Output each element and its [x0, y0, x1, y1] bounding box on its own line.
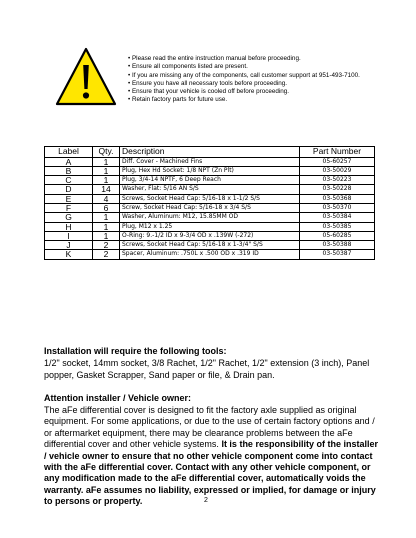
cell-description: Washer, Aluminum: M12, 15.85MM OD — [120, 213, 300, 222]
warning-item: • If you are missing any of the components, call customer support at 951-493-7100. — [128, 72, 408, 80]
cell-qty: 6 — [93, 203, 120, 212]
warning-triangle-icon — [55, 47, 117, 107]
cell-label: C — [45, 176, 93, 185]
cell-label: B — [45, 166, 93, 175]
cell-part-number: 03-50368 — [300, 194, 375, 203]
cell-label: F — [45, 203, 93, 212]
cell-label: I — [45, 231, 93, 240]
cell-qty: 1 — [93, 157, 120, 166]
cell-qty: 1 — [93, 222, 120, 231]
cell-label: A — [45, 157, 93, 166]
table-header-row — [45, 147, 375, 158]
attention-text — [44, 405, 379, 508]
cell-qty: 2 — [93, 241, 120, 250]
column-header-qty: Qty. — [93, 147, 120, 158]
attention-text-bold: It is the responsibility of the installer / vehicle owner to ensure that no other vehicle component come into contact with the aFe differential cover. Contact with any other vehicle component, or any modification made to the aFe differential cover, automatically voids the warranty. aFe assumes no liability, expressed or implied, for damage or injury to persons or property. — [44, 439, 378, 507]
parts-table — [44, 146, 375, 260]
warning-item: • Ensure that your vehicle is cooled off before proceeding. — [128, 88, 408, 96]
cell-qty: 1 — [93, 213, 120, 222]
column-header-description: Description — [120, 147, 300, 158]
page-number: 2 — [204, 497, 208, 504]
cell-part-number: 03-50384 — [300, 213, 375, 222]
cell-description: O-Ring: 9.-1/2 ID x 9-3/4 OD x .139W (-272) — [120, 231, 300, 240]
cell-description: Diff. Cover - Machined Fins — [120, 157, 300, 166]
table-row — [45, 241, 375, 250]
cell-part-number: 03-50385 — [300, 222, 375, 231]
cell-part-number: 03-50223 — [300, 176, 375, 185]
cell-description: Screws, Socket Head Cap: 5/16-18 x 1-3/4" S/S — [120, 241, 300, 250]
cell-part-number: 03-50388 — [300, 241, 375, 250]
cell-qty: 1 — [93, 176, 120, 185]
cell-description: Washer, Flat: 5/16 AN S/S — [120, 185, 300, 194]
parts-table-body — [45, 157, 375, 259]
table-row — [45, 176, 375, 185]
table-row — [45, 231, 375, 240]
cell-qty: 1 — [93, 166, 120, 175]
cell-part-number: 05-60285 — [300, 231, 375, 240]
cell-label: J — [45, 241, 93, 250]
cell-qty: 1 — [93, 231, 120, 240]
table-row — [45, 157, 375, 166]
attention-heading: Attention installer / Vehicle owner: — [44, 393, 192, 403]
cell-label: E — [45, 194, 93, 203]
cell-description: Plug, 3/4-14 NPTF, 6 Deep Reach — [120, 176, 300, 185]
tools-text: 1/2" socket, 14mm socket, 3/8 Rachet, 1/2" Rachet, 1/2" extension (3 inch), Panel popper, Gasket Scrapper, Sand paper or file, & Drain pan. — [44, 358, 370, 380]
cell-part-number: 03-50029 — [300, 166, 375, 175]
warning-list — [128, 55, 408, 105]
tools-heading: Installation will require the following tools: — [44, 346, 227, 356]
cell-qty: 2 — [93, 250, 120, 259]
cell-label: H — [45, 222, 93, 231]
warning-item: • Ensure all components listed are present. — [128, 63, 408, 71]
cell-qty: 14 — [93, 185, 120, 194]
table-row — [45, 250, 375, 259]
table-row — [45, 213, 375, 222]
cell-part-number: 03-50228 — [300, 185, 375, 194]
cell-description: Screws, Socket Head Cap: 5/16-18 x 1-1/2 S/S — [120, 194, 300, 203]
column-header-label: Label — [45, 147, 93, 158]
cell-part-number: 03-50370 — [300, 203, 375, 212]
cell-description: Screw, Socket Head Cap: 5/16-18 x 3/4 S/S — [120, 203, 300, 212]
warning-item: • Ensure you have all necessary tools before proceeding. — [128, 80, 408, 88]
table-row — [45, 203, 375, 212]
cell-description: Plug, M12 x 1.25 — [120, 222, 300, 231]
cell-label: G — [45, 213, 93, 222]
cell-part-number: 05-60257 — [300, 157, 375, 166]
table-row — [45, 222, 375, 231]
table-row — [45, 194, 375, 203]
warning-item: • Please read the entire instruction manual before proceeding. — [128, 55, 408, 63]
cell-description: Spacer, Aluminum: .750L x .500 OD x .319 ID — [120, 250, 300, 259]
cell-part-number: 03-50387 — [300, 250, 375, 259]
cell-qty: 4 — [93, 194, 120, 203]
cell-description: Plug, Hex Hd Socket: 1/8 NPT (Zn Plt) — [120, 166, 300, 175]
column-header-part-number: Part Number — [300, 147, 375, 158]
table-row — [45, 185, 375, 194]
cell-label: D — [45, 185, 93, 194]
cell-label: K — [45, 250, 93, 259]
warning-item: • Retain factory parts for future use. — [128, 96, 408, 104]
table-row — [45, 166, 375, 175]
attention-text-normal: The aFe differential cover is designed to fit the factory axle supplied as original equipment. For some applications, or due to the use of certain factory options and / or aftermarket equipment, there may be clearance problems between the aFe differential cover and other vehicle systems. — [44, 405, 375, 450]
